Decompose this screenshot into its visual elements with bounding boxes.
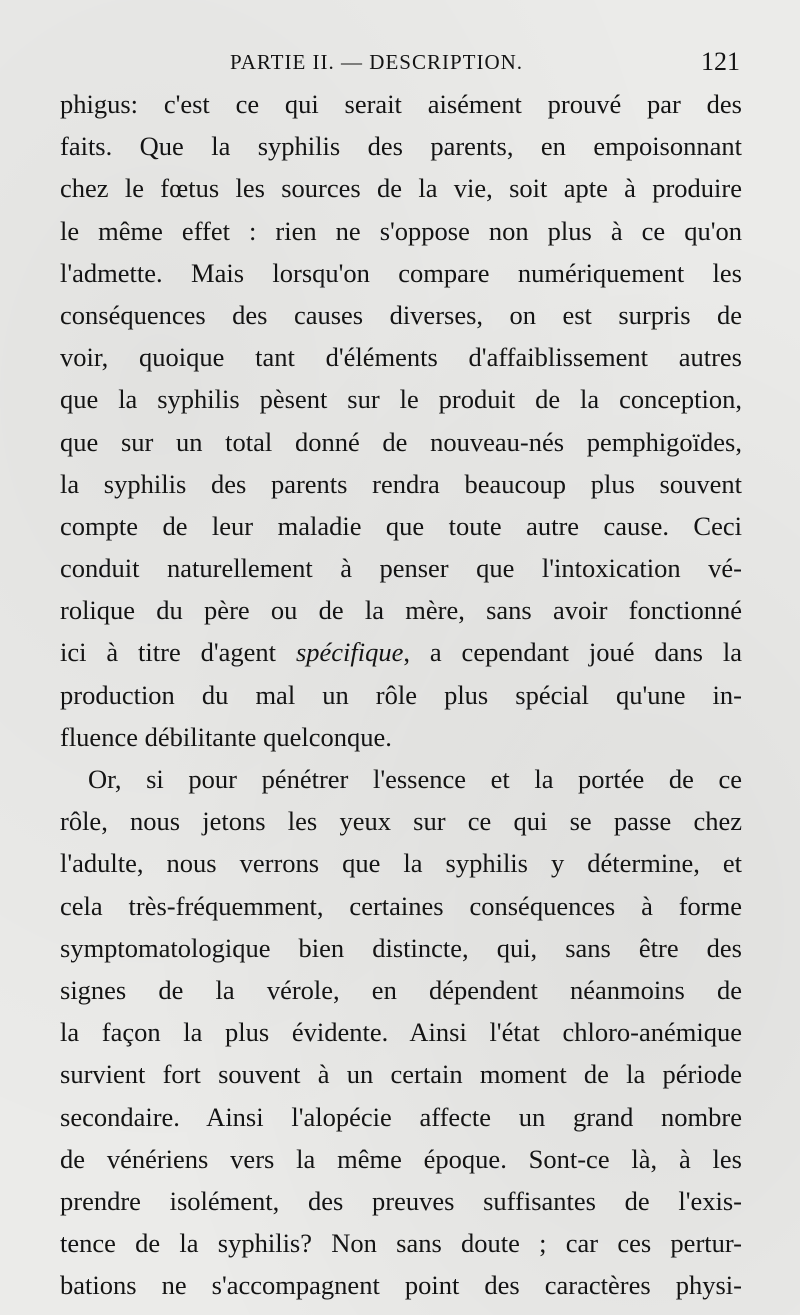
text-segment: ici à titre d'agent <box>60 637 296 668</box>
text-line: compte de leur maladie que toute autre cause. Ceci <box>60 510 742 541</box>
text-line: la façon la plus évidente. Ainsi l'état chloro-anémique <box>60 1017 742 1048</box>
text-line: tence de la syphilis? Non sans doute ; car ces pertur- <box>60 1228 742 1259</box>
body-text <box>60 83 742 1306</box>
text-segment: , a cependant joué dans la <box>403 637 742 668</box>
text-line: le même effet : rien ne s'oppose non plus à ce qu'on <box>60 215 742 246</box>
text-line: rôle, nous jetons les yeux sur ce qui se passe chez <box>60 806 742 837</box>
text-line: bations ne s'accompagnent point des caractères physi- <box>60 1270 742 1301</box>
text-line: de vénériens vers la même époque. Sont-ce là, à les <box>60 1143 742 1174</box>
text-line: survient fort souvent à un certain moment de la période <box>60 1059 742 1090</box>
text-line: la syphilis des parents rendra beaucoup plus souvent <box>60 468 742 499</box>
italic-term: spécifique <box>295 637 404 668</box>
text-line: conséquences des causes diverses, on est surpris de <box>60 299 742 330</box>
text-line: signes de la vérole, en dépendent néanmoins de <box>60 974 742 1005</box>
page-number: 121 <box>701 47 740 76</box>
text-line: que la syphilis pèsent sur le produit de la conception, <box>60 384 742 415</box>
running-head: PARTIE II. — DESCRIPTION. <box>230 50 524 74</box>
text-line: que sur un total donné de nouveau-nés pemphigoïdes, <box>60 426 742 457</box>
text-line-with-italic <box>60 631 742 673</box>
text-line: voir, quoique tant d'éléments d'affaiblissement autres <box>60 342 742 373</box>
text-line: prendre isolément, des preuves suffisantes de l'exis- <box>60 1185 742 1216</box>
text-line: faits. Que la syphilis des parents, en empoisonnant <box>60 131 742 162</box>
text-line: phigus: c'est ce qui serait aisément prouvé par des <box>60 89 742 119</box>
text-line: symptomatologique bien distincte, qui, sans être des <box>60 932 742 963</box>
text-line: chez le fœtus les sources de la vie, soit apte à produire <box>60 173 742 204</box>
text-line: secondaire. Ainsi l'alopécie affecte un grand nombre <box>60 1101 742 1132</box>
text-line: production du mal un rôle plus spécial qu'une in- <box>60 679 742 710</box>
paragraph-end-line: fluence débilitante quelconque. <box>60 721 392 752</box>
paragraph-start-line: Or, si pour pénétrer l'essence et la portée de ce <box>88 764 742 794</box>
text-line: conduit naturellement à penser que l'intoxication vé- <box>60 553 742 584</box>
text-line: rolique du père ou de la mère, sans avoir fonctionné <box>60 595 742 626</box>
text-line: cela très-fréquemment, certaines conséquences à forme <box>60 890 742 921</box>
page-header <box>230 44 740 80</box>
text-line: l'adulte, nous verrons que la syphilis y détermine, et <box>60 848 742 879</box>
text-line: l'admette. Mais lorsqu'on compare numériquement les <box>60 257 742 288</box>
